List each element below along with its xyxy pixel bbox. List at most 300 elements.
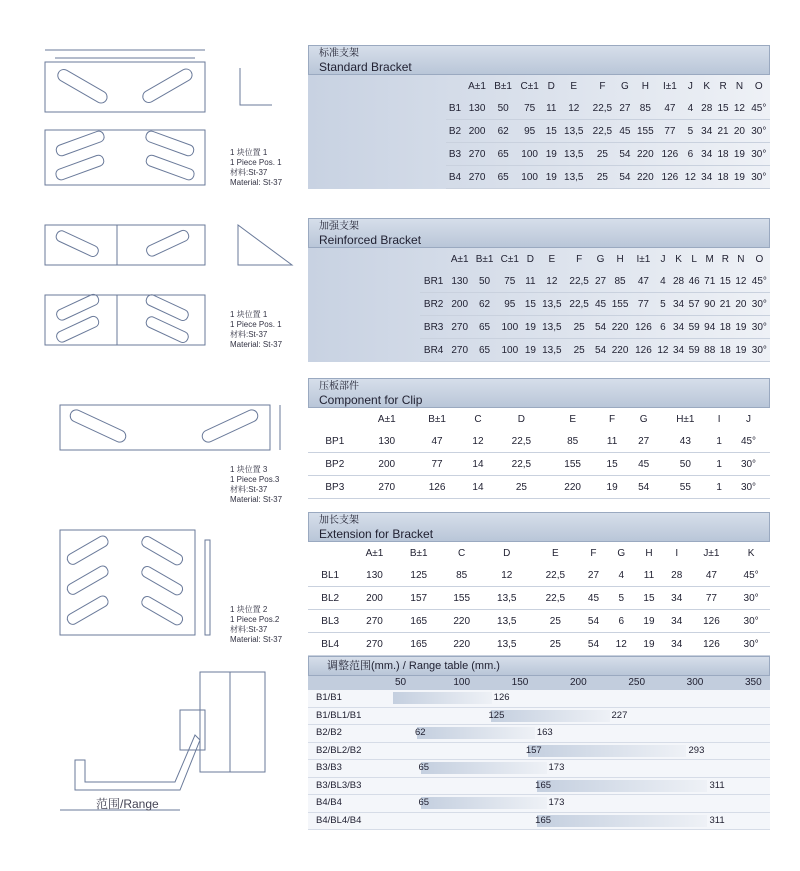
table-cell: 155 — [549, 453, 596, 476]
range-bar — [417, 727, 535, 739]
table-cell: BL4 — [308, 633, 352, 656]
table-cell: BP1 — [308, 430, 362, 453]
table-cell: 5 — [607, 587, 635, 610]
column-header: B±1 — [494, 80, 512, 92]
range-title: 调整范围(mm.) / Range table (mm.) — [308, 656, 770, 676]
table-row — [308, 587, 770, 610]
range-row — [308, 743, 770, 761]
table-cell: 50 — [490, 97, 516, 120]
table-cell: BL2 — [308, 587, 352, 610]
table-cell: 220 — [633, 143, 658, 166]
column-header: B±1 — [428, 413, 446, 425]
column-header: H — [645, 547, 653, 559]
note-line: Material: St-37 — [230, 495, 283, 504]
table-cell: 100 — [497, 339, 523, 362]
table-cell: 95 — [516, 120, 543, 143]
table-cell: 59 — [686, 339, 702, 362]
scale-tick: 350 — [745, 677, 762, 688]
section-title — [308, 512, 770, 542]
table-cell: 75 — [516, 97, 543, 120]
table-cell: 19 — [635, 610, 663, 633]
range-bar — [418, 797, 547, 809]
table-cell: 4 — [655, 270, 671, 293]
range-min: 165 — [535, 814, 552, 826]
table-cell: 30° — [727, 453, 770, 476]
column-header: N — [735, 80, 744, 92]
column-header: K — [675, 253, 682, 265]
table-cell: 1 — [711, 476, 727, 499]
table-body — [308, 75, 770, 189]
table-cell: 270 — [447, 316, 472, 339]
table-cell: 11 — [635, 564, 663, 587]
drawing-art — [0, 0, 300, 871]
table-cell: 270 — [362, 476, 412, 499]
table-cell: 25 — [588, 143, 617, 166]
table-cell: 85 — [441, 564, 483, 587]
table-cell: 34 — [663, 610, 691, 633]
range-rows — [308, 690, 770, 830]
range-label: B3/B3 — [316, 762, 342, 773]
note-line: 材料:St-37 — [230, 168, 268, 177]
table-cell: 22,5 — [588, 120, 617, 143]
range-table — [308, 656, 770, 830]
column-header: L — [691, 253, 697, 265]
range-label: B4/B4 — [316, 797, 342, 808]
note-4 — [230, 605, 282, 645]
range-row — [308, 708, 770, 726]
note-line: 1 Piece Pos. 1 — [230, 320, 282, 329]
note-line: 1 Piece Pos. 1 — [230, 158, 282, 167]
table-cell: 13,5 — [559, 120, 588, 143]
table-cell: 19 — [543, 143, 559, 166]
table-cell: 30° — [732, 633, 770, 656]
table-cell: 47 — [691, 564, 733, 587]
range-max: 126 — [493, 692, 510, 703]
column-header: J — [687, 80, 693, 92]
table-cell: 30° — [748, 166, 770, 189]
table-cell: 155 — [608, 293, 631, 316]
table-cell: 125 — [397, 564, 441, 587]
table-cell: 13,5 — [559, 166, 588, 189]
table-row — [446, 166, 770, 189]
table-cell: 50 — [659, 453, 711, 476]
note-line: Material: St-37 — [230, 635, 283, 644]
table-cell: 95 — [497, 293, 523, 316]
table-cell: 25 — [565, 339, 592, 362]
range-min: 62 — [415, 727, 426, 738]
table-cell: 30° — [732, 587, 770, 610]
column-header: C — [458, 547, 466, 559]
table-cell: 27 — [580, 564, 608, 587]
table-cell: 34 — [671, 339, 687, 362]
column-header: C — [474, 413, 482, 425]
table-cell: 126 — [658, 166, 683, 189]
table-cell: 21 — [715, 120, 731, 143]
table-cell: 270 — [352, 610, 396, 633]
column-header: J±1 — [703, 547, 720, 559]
table-cell: 12 — [538, 270, 565, 293]
note-line: 1 块位置 3 — [230, 465, 268, 474]
title-en: Component for Clip — [319, 393, 423, 407]
table-cell: 1 — [711, 430, 727, 453]
table-cell: 28 — [699, 97, 715, 120]
table-cell: 19 — [733, 316, 749, 339]
column-header: A±1 — [450, 253, 469, 265]
column-header: B±1 — [409, 547, 428, 559]
table-cell: 75 — [497, 270, 523, 293]
table-cell: 34 — [663, 587, 691, 610]
column-header: A±1 — [377, 413, 396, 425]
table-cell: 25 — [494, 476, 549, 499]
table-cell: 30° — [749, 316, 770, 339]
table-cell: 27 — [617, 97, 633, 120]
scale-tick: 300 — [686, 677, 704, 688]
range-min: 125 — [488, 709, 505, 721]
table-cell: 28 — [671, 270, 687, 293]
column-header: E — [570, 80, 578, 92]
table-cell: 22,5 — [531, 564, 580, 587]
bracket-top-outline — [45, 62, 205, 112]
table-cell: 220 — [633, 166, 658, 189]
column-header: H±1 — [676, 413, 695, 425]
table-cell: BL3 — [308, 610, 352, 633]
section-title — [308, 218, 770, 248]
table-cell: 34 — [671, 293, 687, 316]
range-label: B3/BL3/B3 — [316, 779, 362, 791]
table-cell: 15 — [543, 120, 559, 143]
column-header: G — [639, 413, 648, 425]
table-cell: 77 — [658, 120, 683, 143]
column-header: O — [755, 253, 764, 265]
column-header: F — [599, 80, 606, 92]
table-body — [308, 408, 770, 499]
table-cell: 85 — [608, 270, 631, 293]
table-cell: 85 — [633, 97, 658, 120]
scale-tick: 200 — [570, 677, 587, 688]
table-cell: 77 — [632, 293, 655, 316]
table-cell: 165 — [397, 610, 441, 633]
column-header: A±1 — [468, 80, 486, 92]
table-cell: 18 — [715, 166, 731, 189]
table-cell: 270 — [464, 166, 490, 189]
table-cell: 45 — [617, 120, 633, 143]
table-cell: 54 — [593, 339, 609, 362]
table-cell: 130 — [352, 564, 396, 587]
table-cell: 77 — [412, 453, 462, 476]
table-cell: 19 — [596, 476, 628, 499]
table-cell: 47 — [658, 97, 683, 120]
column-header: F — [576, 253, 583, 265]
column-header: E — [569, 413, 576, 425]
table-cell: 15 — [715, 97, 731, 120]
section-title — [308, 45, 770, 75]
table-cell: 21 — [718, 293, 734, 316]
note-line: Material: St-37 — [230, 178, 283, 187]
table-cell: 45° — [748, 97, 770, 120]
note-line: 1 Piece Pos.3 — [230, 475, 280, 484]
table-cell: 130 — [362, 430, 412, 453]
table-cell: 27 — [628, 430, 660, 453]
table-cell: 28 — [663, 564, 691, 587]
column-header: R — [721, 253, 729, 265]
table-cell: 220 — [441, 633, 483, 656]
table-cell: 13,5 — [482, 633, 531, 656]
column-header: K — [703, 80, 711, 92]
table-cell: 220 — [549, 476, 596, 499]
range-scale — [308, 676, 770, 690]
note-2 — [230, 310, 282, 350]
clip-table — [308, 408, 770, 499]
table-row — [446, 143, 770, 166]
extension-table — [308, 542, 770, 656]
table-cell: 19 — [523, 316, 539, 339]
table-cell: 220 — [608, 339, 631, 362]
table-cell: 34 — [699, 120, 715, 143]
header-blank — [446, 75, 464, 97]
range-max: 227 — [611, 709, 628, 721]
title-cn: 压板部件 — [319, 381, 359, 392]
column-header: O — [754, 80, 763, 92]
table-cell: B4 — [446, 166, 464, 189]
column-header: A±1 — [365, 547, 384, 559]
table-cell: 126 — [691, 610, 733, 633]
range-max: 163 — [536, 727, 553, 738]
table-cell: 13,5 — [482, 610, 531, 633]
table-cell: 88 — [702, 339, 718, 362]
column-header: H — [616, 253, 624, 265]
table-cell: 22,5 — [494, 430, 549, 453]
table-cell: 126 — [632, 316, 655, 339]
header-row — [308, 542, 770, 564]
table-cell: 200 — [352, 587, 396, 610]
table-cell: 45 — [580, 587, 608, 610]
table-cell: 50 — [472, 270, 497, 293]
table-cell: 5 — [682, 120, 698, 143]
table-cell: 85 — [549, 430, 596, 453]
table-cell: 200 — [362, 453, 412, 476]
scale-tick: 100 — [453, 677, 471, 688]
table-cell: 62 — [472, 293, 497, 316]
table-cell: 270 — [464, 143, 490, 166]
note-line: 材料:St-37 — [230, 485, 268, 494]
table-cell: 34 — [699, 143, 715, 166]
column-header: K — [747, 547, 755, 559]
table-row — [308, 610, 770, 633]
column-header: D — [517, 413, 525, 425]
range-max: 311 — [709, 779, 725, 791]
range-label: B1/B1 — [316, 692, 342, 703]
table-cell: 34 — [663, 633, 691, 656]
table-cell: 45 — [628, 453, 660, 476]
table-cell: 65 — [490, 166, 516, 189]
reinforced-table — [420, 248, 770, 362]
column-header: R — [719, 80, 727, 92]
range-bar — [393, 692, 492, 704]
table-cell: 15 — [523, 293, 539, 316]
header-blank — [308, 408, 362, 430]
table-cell: BP2 — [308, 453, 362, 476]
table-cell: 65 — [472, 339, 497, 362]
range-min: 65 — [418, 762, 430, 773]
table-cell: 55 — [659, 476, 711, 499]
table-cell: 20 — [733, 293, 749, 316]
table-cell: 100 — [497, 316, 523, 339]
table-cell: 11 — [523, 270, 539, 293]
table-cell: 4 — [682, 97, 698, 120]
table-cell: 65 — [472, 316, 497, 339]
header-row — [446, 75, 770, 97]
table-cell: B1 — [446, 97, 464, 120]
table-cell: 30° — [749, 293, 770, 316]
table-cell: 30° — [749, 339, 770, 362]
table-cell: 200 — [464, 120, 490, 143]
table-cell: 12 — [682, 166, 698, 189]
table-cell: 30° — [732, 610, 770, 633]
table-cell: 57 — [686, 293, 702, 316]
table-cell: 13,5 — [482, 587, 531, 610]
table-cell: 13,5 — [538, 293, 565, 316]
scale-tick: 150 — [511, 677, 529, 688]
table-row — [446, 97, 770, 120]
note-line: 1 块位置 1 — [230, 148, 268, 157]
table-cell: 25 — [588, 166, 617, 189]
table-cell: 6 — [655, 316, 671, 339]
table-cell: 100 — [516, 143, 543, 166]
table-cell: 22,5 — [494, 453, 549, 476]
title-en: Reinforced Bracket — [319, 233, 422, 247]
table-cell: 12 — [731, 97, 747, 120]
table-row — [420, 293, 770, 316]
range-bar — [418, 762, 547, 774]
range-row — [308, 725, 770, 743]
column-header: M — [705, 253, 714, 265]
column-header: B±1 — [475, 253, 494, 265]
table-cell: 6 — [607, 610, 635, 633]
table-row — [446, 120, 770, 143]
table-cell: 20 — [731, 120, 747, 143]
table-cell: 14 — [462, 476, 494, 499]
table-cell: 12 — [655, 339, 671, 362]
title-cn: 标准支架 — [319, 48, 359, 59]
reinforced-bracket-section — [308, 218, 770, 362]
table-cell: 27 — [593, 270, 609, 293]
table-cell: 30° — [727, 476, 770, 499]
column-header: F — [609, 413, 616, 425]
table-cell: BL1 — [308, 564, 352, 587]
table-row — [308, 476, 770, 499]
table-cell: 200 — [447, 293, 472, 316]
table-cell: 18 — [718, 316, 734, 339]
table-cell: 130 — [447, 270, 472, 293]
range-bar — [537, 780, 707, 792]
table-row — [308, 453, 770, 476]
table-cell: BR1 — [420, 270, 447, 293]
table-cell: 45° — [727, 430, 770, 453]
table-cell: 62 — [490, 120, 516, 143]
table-cell: 54 — [617, 143, 633, 166]
table-cell: 270 — [352, 633, 396, 656]
table-cell: 65 — [490, 143, 516, 166]
table-cell: 18 — [715, 143, 731, 166]
range-label: B2/BL2/B2 — [316, 744, 362, 756]
title-en: Standard Bracket — [319, 60, 412, 74]
extension-section — [308, 512, 770, 656]
range-row — [308, 795, 770, 813]
table-cell: 30° — [748, 143, 770, 166]
table-row — [420, 339, 770, 362]
table-cell: 19 — [543, 166, 559, 189]
table-cell: 220 — [441, 610, 483, 633]
header-row — [308, 408, 770, 430]
table-cell: 13,5 — [559, 143, 588, 166]
column-header: D — [526, 253, 535, 265]
table-cell: 34 — [699, 166, 715, 189]
table-cell: 34 — [671, 316, 687, 339]
table-cell: 4 — [607, 564, 635, 587]
table-cell: 19 — [523, 339, 539, 362]
table-cell: 54 — [593, 316, 609, 339]
table-cell: 30° — [748, 120, 770, 143]
note-3 — [230, 465, 282, 505]
table-cell: 25 — [531, 610, 580, 633]
range-label: B4/BL4/B4 — [316, 814, 362, 826]
range-min: 165 — [535, 779, 552, 791]
range-min: 157 — [525, 744, 542, 756]
table-cell: 11 — [543, 97, 559, 120]
table-cell: 54 — [580, 610, 608, 633]
table-cell: BR4 — [420, 339, 447, 362]
table-cell: 157 — [397, 587, 441, 610]
range-label: B1/BL1/B1 — [316, 709, 362, 721]
title-cn: 加强支架 — [319, 221, 359, 232]
range-label: B2/B2 — [316, 727, 342, 738]
column-header: E — [548, 253, 556, 265]
note-line: 材料:St-37 — [230, 625, 268, 634]
table-row — [420, 270, 770, 293]
technical-drawings — [0, 0, 300, 871]
table-cell: 59 — [686, 316, 702, 339]
table-cell: 54 — [617, 166, 633, 189]
table-cell: 19 — [733, 339, 749, 362]
table-cell: 90 — [702, 293, 718, 316]
column-header: F — [590, 547, 597, 559]
table-cell: 19 — [731, 143, 747, 166]
table-row — [308, 430, 770, 453]
table-cell: 165 — [397, 633, 441, 656]
table-cell: 47 — [412, 430, 462, 453]
standard-bracket-section — [308, 45, 770, 189]
note-1 — [230, 148, 282, 188]
table-cell: 155 — [633, 120, 658, 143]
table-cell: 45° — [732, 564, 770, 587]
table-cell: 15 — [596, 453, 628, 476]
table-cell: 100 — [516, 166, 543, 189]
table-cell: 45° — [749, 270, 770, 293]
table-cell: BR3 — [420, 316, 447, 339]
column-header: H — [641, 80, 649, 92]
table-cell: BP3 — [308, 476, 362, 499]
table-cell: 12 — [607, 633, 635, 656]
table-cell: 12 — [733, 270, 749, 293]
table-cell: 22,5 — [565, 270, 592, 293]
header-blank — [420, 248, 447, 270]
range-min: 65 — [418, 797, 430, 808]
table-cell: 13,5 — [538, 339, 565, 362]
range-bar — [537, 815, 707, 827]
section-title — [308, 378, 770, 408]
table-cell: 25 — [531, 633, 580, 656]
table-cell: 19 — [731, 166, 747, 189]
